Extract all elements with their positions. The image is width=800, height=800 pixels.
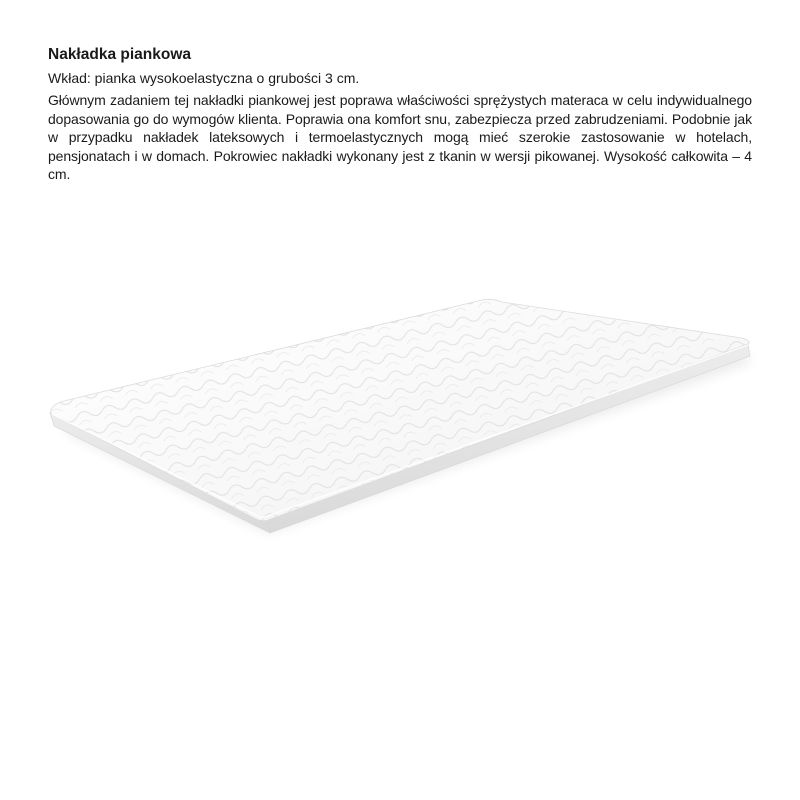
product-title: Nakładka piankowa <box>48 46 192 63</box>
product-description: Głównym zadaniem tej nakładki piankowej jest poprawa właściwości sprężystych materaca w celu indywidualnego dopasowania go do wymogów klienta. Poprawia ona komfort snu, zabezpiecza przed zabrudzeniami. Podobnie jak w przypadku nakładek lateksowych i termoelastycznych mogą mieć szerokie zastosowanie w hotelach, pensjonatach i w domach. Pokrowiec nakładki wykonany jest z tkanin w wersji pikowanej. Wysokość całkowita – 4 cm. <box>48 92 752 182</box>
product-spec: Wkład: pianka wysokoelastyczna o grubości 3 cm. <box>48 70 360 86</box>
